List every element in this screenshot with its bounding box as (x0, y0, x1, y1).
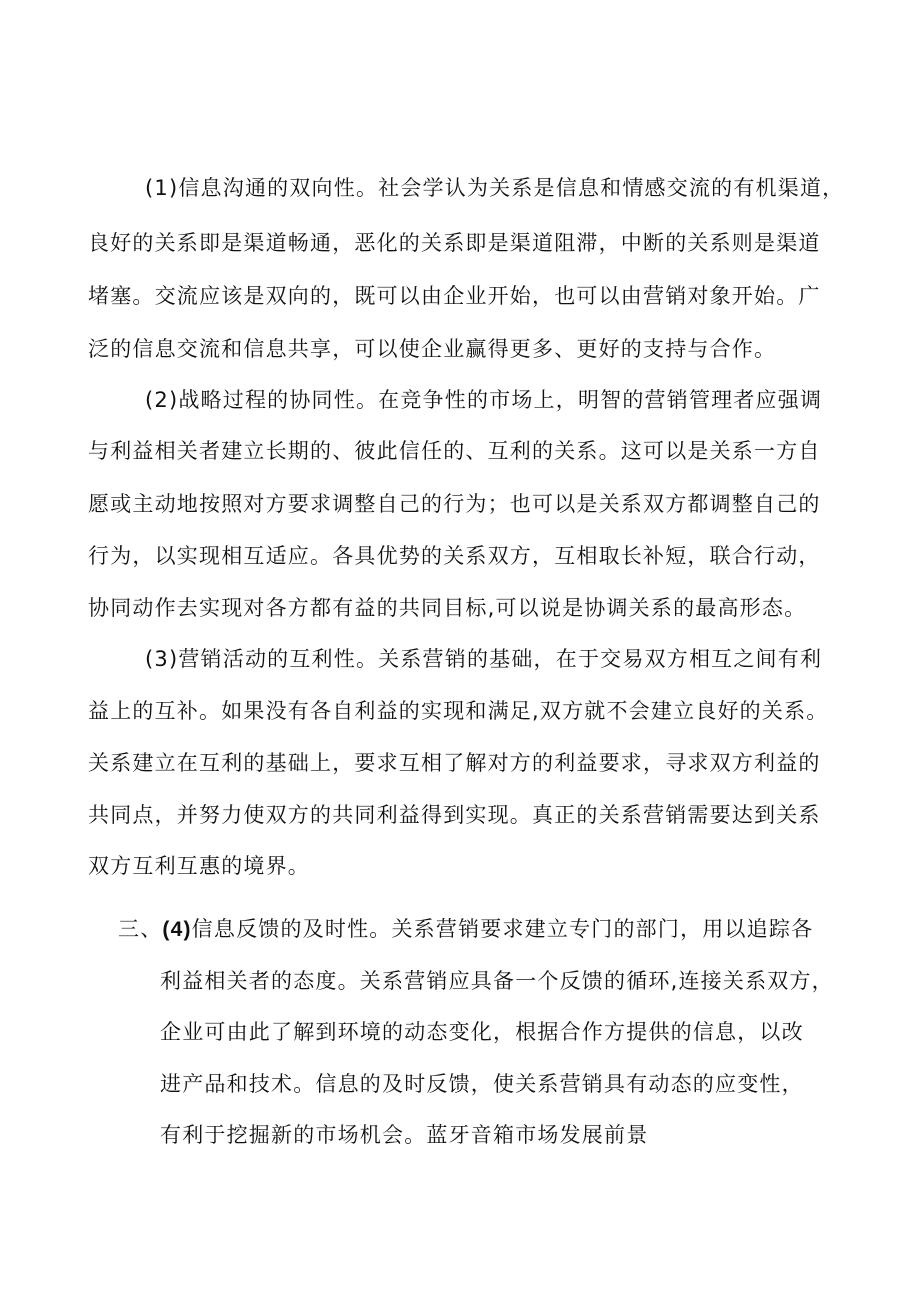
section-prefix: 三、 (118, 917, 163, 941)
p1-line-4: 泛的信息交流和信息共享，可以使企业赢得更多、更好的支持与合作。 (88, 337, 777, 361)
p2-line-2: 与利益相关者建立长期的、彼此信任的、互利的关系。这可以是关系一方自 (88, 439, 821, 463)
p4-line-1 (118, 914, 813, 945)
item-number: (4) (162, 918, 192, 941)
p4-line-2: 利益相关者的态度。关系营销应具备一个反馈的循环,连接关系双方， (160, 969, 834, 993)
p4-line-5: 有利于挖掘新的市场机会。蓝牙音箱市场发展前景 (160, 1123, 649, 1147)
p4-line-3: 企业可由此了解到环境的动态变化，根据合作方提供的信息，以改 (160, 1020, 804, 1044)
p1-line-1: (1)信息沟通的双向性。社会学认为关系是信息和情感交流的有机渠道， (145, 176, 845, 200)
p3-line-1: (3)营销活动的互利性。关系营销的基础，在于交易双方相互之间有利 (145, 647, 823, 671)
p2-line-1: (2)战略过程的协同性。在竞争性的市场上，明智的营销管理者应强调 (145, 388, 823, 412)
p3-line-3: 关系建立在互利的基础上，要求互相了解对方的利益要求，寻求双方利益的 (88, 751, 821, 775)
p4-line-1-text: 信息反馈的及时性。关系营销要求建立专门的部门，用以追踪各 (191, 917, 814, 941)
p2-line-4: 行为，以实现相互适应。各具优势的关系双方，互相取长补短，联合行动， (88, 544, 821, 568)
p2-line-3: 愿或主动地按照对方要求调整自己的行为；也可以是关系双方都调整自己的 (88, 492, 821, 516)
p4-line-4: 进产品和技术。信息的及时反馈，使关系营销具有动态的应变性， (160, 1072, 804, 1096)
p3-line-4: 共同点，并努力使双方的共同利益得到实现。真正的关系营销需要达到关系 (88, 803, 821, 827)
p1-line-2: 良好的关系即是渠道畅通，恶化的关系即是渠道阻滞，中断的关系则是渠道 (88, 231, 821, 255)
p1-line-3: 堵塞。交流应该是双向的，既可以由企业开始，也可以由营销对象开始。广 (88, 284, 821, 308)
p3-line-2: 益上的互补。如果没有各自利益的实现和满足,双方就不会建立良好的关系。 (88, 699, 829, 723)
p3-line-5: 双方互利互惠的境界。 (88, 854, 310, 878)
p2-line-5: 协同动作去实现对各方都有益的共同目标,可以说是协调关系的最高形态。 (88, 596, 807, 620)
